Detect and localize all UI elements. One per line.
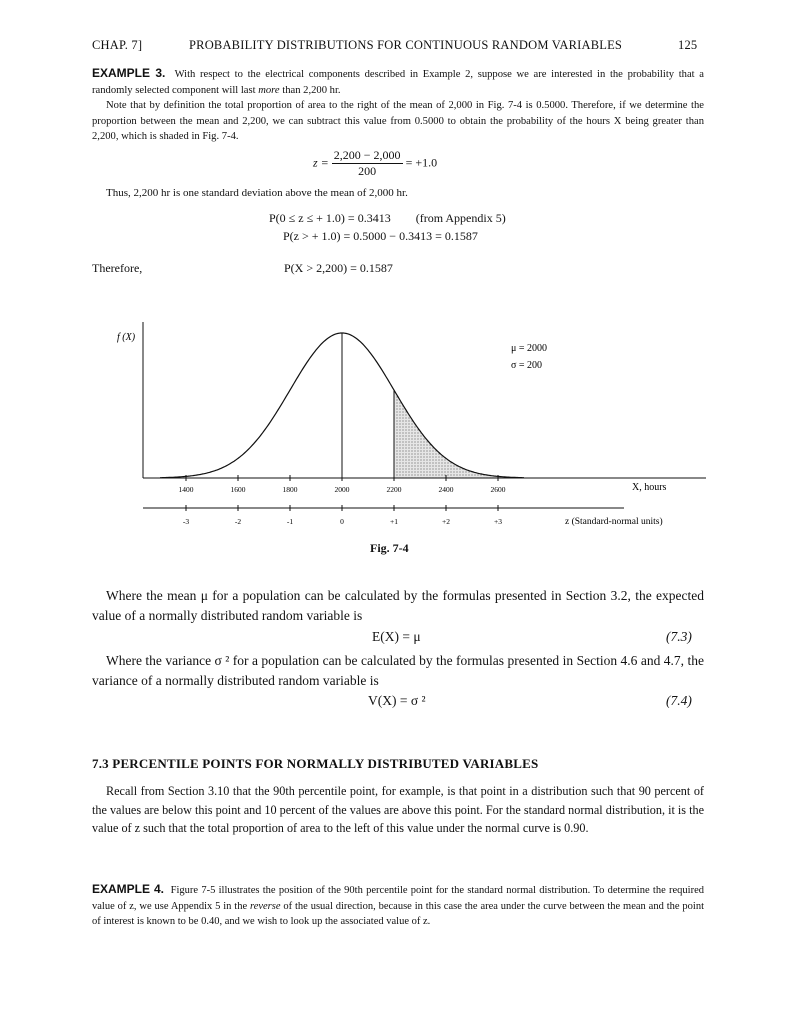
z-numerator: 2,200 − 2,000 bbox=[333, 148, 401, 162]
mean-paragraph bbox=[92, 586, 704, 626]
z-tick-label: +2 bbox=[442, 517, 450, 526]
example3-text-b: than 2,200 hr. bbox=[279, 84, 341, 96]
example3-label: EXAMPLE 3. bbox=[92, 66, 166, 80]
figure-caption: Fig. 7-4 bbox=[370, 541, 409, 555]
x-tick-label: 2600 bbox=[490, 485, 506, 494]
z-tick-label: -3 bbox=[182, 517, 190, 526]
example4-text-b: of the usual direction, because in this case the area under the curve between the mean and the point of interest is known to be 0.40, and we wish to look up the associated value of z. bbox=[92, 900, 704, 927]
eq-7-4-number: (7.4) bbox=[666, 693, 692, 708]
x-axis-label: X, hours bbox=[632, 482, 667, 493]
section-paragraph-text: Recall from Section 3.10 that the 90th percentile point, for example, is that point in a distribution such that 90 percent of the values are below this point and 10 percent of the values are above this point. For the standard normal distribution, it is the value of z such that the total proportion of area to the left of this value under the normal curve is 0.90. bbox=[92, 784, 704, 836]
example3-paragraph bbox=[92, 98, 704, 145]
section-paragraph bbox=[92, 782, 704, 838]
example3-intro bbox=[92, 66, 704, 98]
running-title: PROBABILITY DISTRIBUTIONS FOR CONTINUOUS RANDOM VARIABLES bbox=[189, 38, 623, 52]
x-tick-label: 1800 bbox=[282, 485, 298, 494]
example4 bbox=[92, 882, 704, 930]
page-number: 125 bbox=[678, 38, 698, 52]
z-axis-label: z (Standard-normal units) bbox=[565, 517, 663, 527]
mu-legend: μ = 2000 bbox=[511, 343, 548, 354]
z-formula bbox=[313, 148, 437, 179]
z-tick-label: -2 bbox=[234, 517, 242, 526]
prob-eq-1 bbox=[269, 211, 506, 226]
example3-emphasis: more bbox=[258, 84, 280, 96]
example4-text-a: Figure 7-5 illustrates the position of the 90th percentile point for the standard normal distribution. To determine the required value of z, we use Appendix 5 in the bbox=[92, 885, 705, 912]
example4-label: EXAMPLE 4. bbox=[92, 882, 165, 896]
y-axis-label: f (X) bbox=[117, 332, 136, 343]
x-tick-label: 2000 bbox=[334, 485, 350, 494]
z-lhs: z = bbox=[313, 155, 329, 170]
section-title: 7.3 PERCENTILE POINTS FOR NORMALLY DISTRIBUTED VARIABLES bbox=[92, 756, 539, 771]
z-tick-label: 0 bbox=[340, 517, 344, 526]
z-rhs: = +1.0 bbox=[405, 155, 438, 170]
variance-paragraph-text: Where the variance σ ² for a population can be calculated by the formulas presented in Section 4.6 and 4.7, the variance of a normally distributed random variable is bbox=[92, 653, 704, 688]
prob-eq-3: P(X > 2,200) = 0.1587 bbox=[284, 261, 393, 275]
z-tick-label: +3 bbox=[494, 517, 502, 526]
prob-eq-1-expr: P(0 ≤ z ≤ + 1.0) = 0.3413 bbox=[269, 211, 391, 225]
example3-text-a: With respect to the electrical components described in Example 2, suppose we are interested in the probability that a randomly selected component will last bbox=[92, 69, 704, 96]
sigma-legend: σ = 200 bbox=[511, 360, 543, 371]
x-tick-label: 2200 bbox=[386, 485, 402, 494]
normal-curve-figure bbox=[0, 300, 791, 560]
example3-stddev-sentence: Thus, 2,200 hr is one standard deviation above the mean of 2,000 hr. bbox=[106, 187, 408, 199]
example3-paragraph-text: Note that by definition the total proportion of area to the right of the mean of 2,000 in Fig. 7-4 is 0.5000. Therefore, if we determine the proportion between the mean and 2,200, we can subtract this value from 0.5000 to obtain the probability of the hours X being greater than 2,200, which is shaded in Fig. 7-4. bbox=[92, 100, 704, 142]
eq-expected-value: E(X) = μ bbox=[372, 629, 421, 644]
mean-paragraph-text: Where the mean μ for a population can be calculated by the formulas presented in Section 3.2, the expected value of a normally distributed random variable is bbox=[92, 588, 704, 623]
prob-eq-2: P(z > + 1.0) = 0.5000 − 0.3413 = 0.1587 bbox=[283, 229, 478, 243]
z-tick-label: -1 bbox=[286, 517, 294, 526]
eq-variance: V(X) = σ ² bbox=[368, 693, 426, 708]
z-tick-label: +1 bbox=[390, 517, 398, 526]
x-tick-label: 1400 bbox=[178, 485, 194, 494]
example4-emphasis: reverse bbox=[250, 900, 281, 912]
therefore-label: Therefore, bbox=[92, 261, 143, 275]
z-denominator: 200 bbox=[358, 164, 377, 178]
variance-paragraph bbox=[92, 651, 704, 691]
prob-eq-1-note: (from Appendix 5) bbox=[415, 211, 506, 225]
example3-stddev-text bbox=[92, 185, 704, 201]
eq-7-3-number: (7.3) bbox=[666, 629, 692, 644]
chapter-label: CHAP. 7] bbox=[92, 38, 143, 52]
x-tick-label: 2400 bbox=[438, 485, 454, 494]
x-tick-label: 1600 bbox=[230, 485, 246, 494]
shaded-tail-area bbox=[394, 390, 524, 478]
z-fraction bbox=[332, 148, 403, 179]
